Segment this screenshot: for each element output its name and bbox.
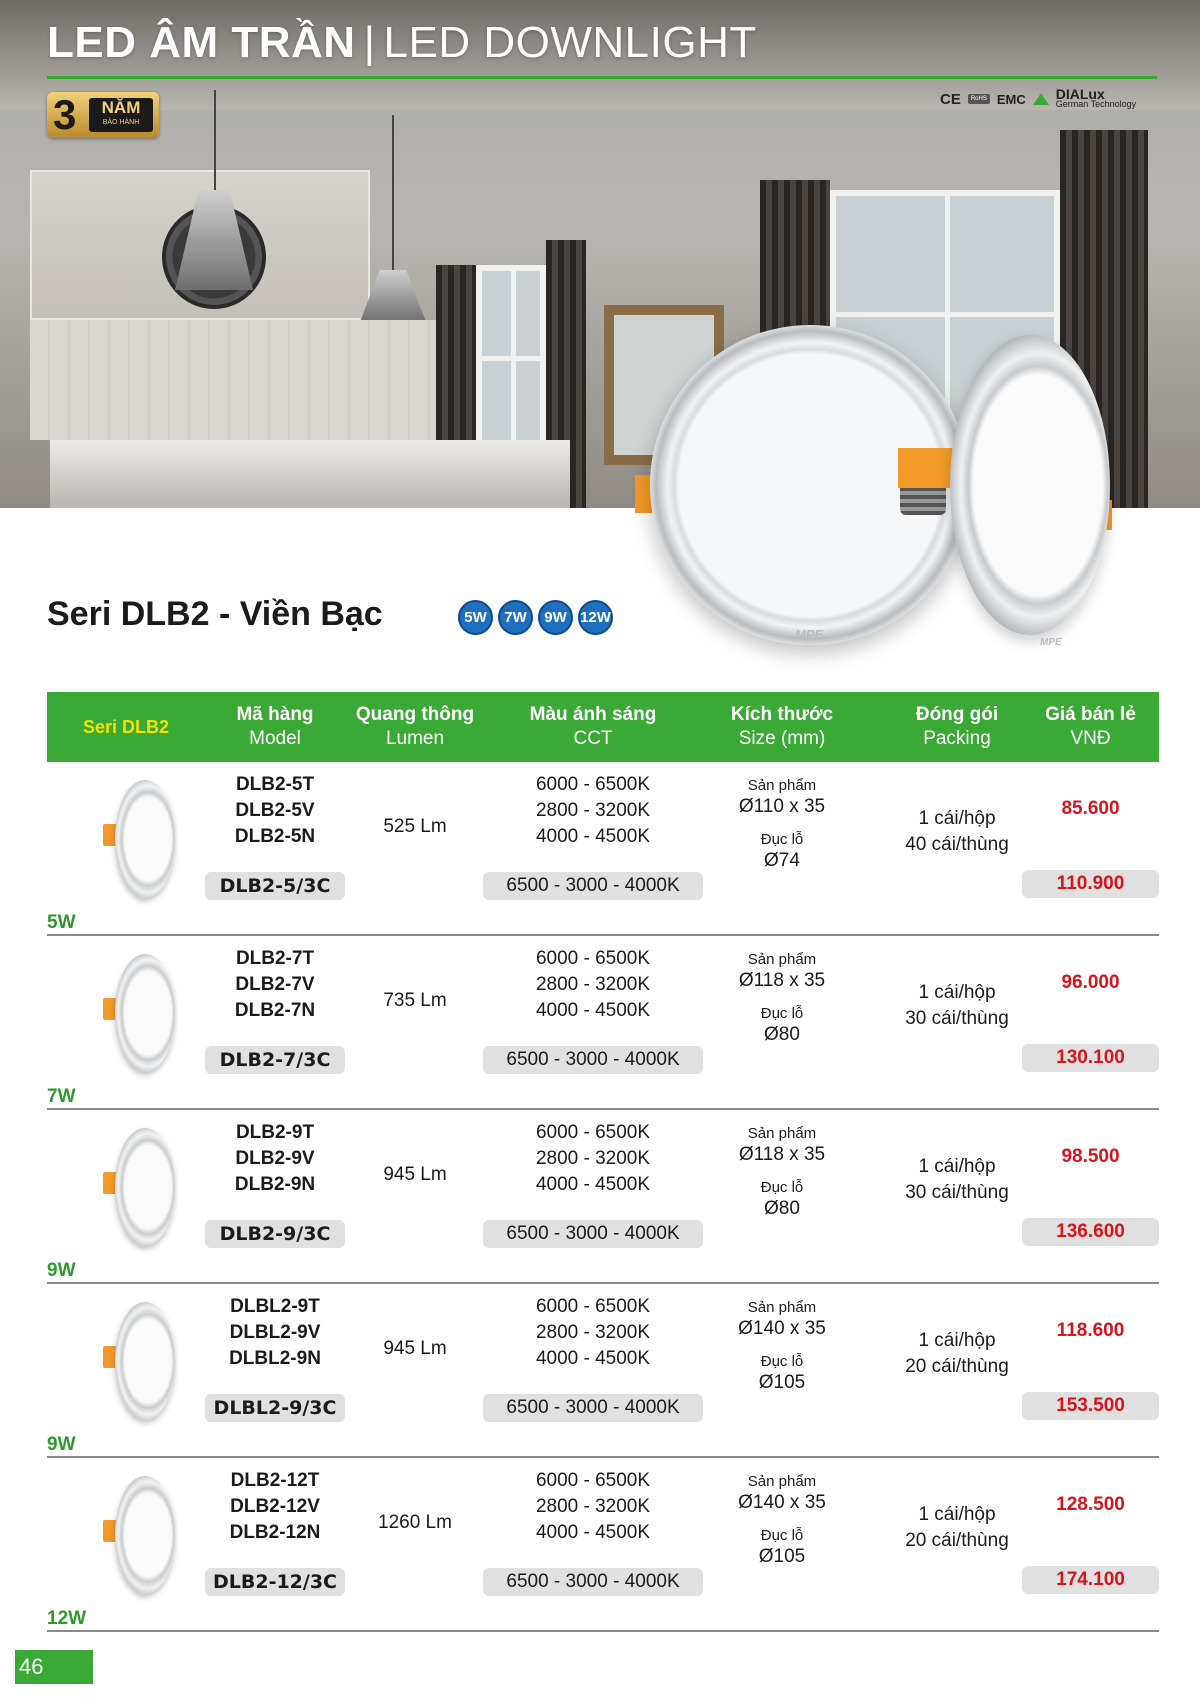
model-code: DLB2-5N (234, 826, 316, 847)
cct-list (483, 1120, 703, 1198)
cct-list (483, 946, 703, 1024)
size-label: Sản phẩm (747, 777, 817, 794)
size-info (712, 950, 852, 1046)
lamp-ring (115, 1128, 175, 1246)
size-info (712, 1124, 852, 1220)
size-info (712, 776, 852, 872)
model-code: DLBL2-9V (229, 1322, 321, 1343)
model-code: DLBL2-9N (229, 1348, 321, 1369)
warranty-tag (89, 98, 153, 132)
header-label: Màu ánh sáng (529, 704, 657, 725)
warranty-word: NĂM (101, 98, 141, 117)
cct-value: 4000 - 4500K (535, 1000, 651, 1021)
cct-value: 2800 - 3200K (535, 800, 651, 821)
packing-info (872, 1154, 1042, 1206)
table-header (47, 692, 1159, 762)
packing-info (872, 1328, 1042, 1380)
cct-value: 4000 - 4500K (535, 826, 651, 847)
dialux-triangle-icon (1033, 93, 1049, 105)
model-code: DLBL2-9T (230, 1296, 320, 1317)
ce-mark-icon: CE (940, 90, 961, 108)
hole-value: Ø80 (764, 1024, 800, 1045)
table-row (47, 762, 1159, 936)
pack-box: 1 cái/hộp (918, 982, 996, 1003)
lumen-value: 525 Lm (383, 816, 447, 837)
hole-label: Đục lỗ (760, 1353, 804, 1370)
hole-label: Đục lỗ (760, 1005, 804, 1022)
packing-info (872, 1502, 1042, 1554)
model-3c: DLBL2-9/3C (205, 1394, 345, 1422)
price-3c: 174.100 (1022, 1566, 1159, 1594)
model-list (205, 1120, 345, 1198)
model-code: DLB2-9N (234, 1174, 316, 1195)
watt-label: 7W (47, 1086, 76, 1107)
price-3c: 110.900 (1022, 870, 1159, 898)
size-value: Ø140 x 35 (738, 1492, 826, 1513)
product-logo: MPE (795, 627, 824, 642)
model-list (205, 946, 345, 1024)
cct-value: 4000 - 4500K (535, 1174, 651, 1195)
header-cct (483, 692, 703, 762)
table-row (47, 1458, 1159, 1632)
rohs-icon: RoHS (968, 94, 990, 104)
header-label: Quang thông (355, 704, 475, 725)
header-sublabel: Model (249, 728, 301, 749)
size-value: Ø140 x 35 (738, 1318, 826, 1339)
model-code: DLB2-12V (230, 1496, 320, 1517)
product-thumbnail (87, 780, 197, 900)
product-logo: MPE (1040, 637, 1062, 648)
watt-badge: 7W (498, 600, 533, 635)
lumen-value: 735 Lm (383, 990, 447, 1011)
watt-badge: 5W (458, 600, 493, 635)
pack-carton: 40 cái/thùng (905, 834, 1009, 855)
watt-label: 9W (47, 1260, 76, 1281)
model-list (205, 1468, 345, 1546)
model-code: DLB2-5T (235, 774, 315, 795)
size-label: Sản phẩm (747, 951, 817, 968)
product-thumbnail (87, 1302, 197, 1422)
lumen-value: 945 Lm (383, 1338, 447, 1359)
header-sublabel: Lumen (385, 728, 445, 749)
model-3c: DLB2-7/3C (205, 1046, 345, 1074)
cct-value: 2800 - 3200K (535, 974, 651, 995)
model-code: DLB2-12T (230, 1470, 320, 1491)
model-code: DLB2-7T (235, 948, 315, 969)
price: 85.600 (1061, 798, 1120, 819)
lamp-clip (898, 448, 954, 488)
model-code: DLB2-7N (234, 1000, 316, 1021)
warranty-badge (47, 92, 159, 138)
cct-value: 4000 - 4500K (535, 1522, 651, 1543)
model-3c: DLB2-12/3C (205, 1568, 345, 1596)
watt-label: 9W (47, 1434, 76, 1455)
series-title: Seri DLB2 - Viền Bạc (47, 595, 383, 633)
wattage-badges (458, 600, 613, 635)
pack-box: 1 cái/hộp (918, 1504, 996, 1525)
pack-carton: 30 cái/thùng (905, 1182, 1009, 1203)
watt-badge: 12W (578, 600, 613, 635)
cct-3c: 6500 - 3000 - 4000K (483, 1568, 703, 1596)
product-thumbnail (87, 1128, 197, 1248)
header-model (205, 692, 345, 762)
model-list (205, 1294, 345, 1372)
row-divider (47, 1630, 1159, 1632)
size-value: Ø118 x 35 (738, 1144, 826, 1165)
dialux-logo (1055, 86, 1137, 109)
pendant-cord (214, 90, 216, 190)
size-info (712, 1298, 852, 1394)
model-code: DLB2-9T (235, 1122, 315, 1143)
downlight-product-side (950, 335, 1110, 648)
model-3c: DLB2-9/3C (205, 1220, 345, 1248)
hole-value: Ø80 (764, 1198, 800, 1219)
size-label: Sản phẩm (747, 1473, 817, 1490)
header-lumen (345, 692, 485, 762)
table-row (47, 1110, 1159, 1284)
header-packing (872, 692, 1042, 762)
watt-badge: 9W (538, 600, 573, 635)
price-3c: 136.600 (1022, 1218, 1159, 1246)
header-series (47, 692, 205, 762)
size-label: Sản phẩm (747, 1125, 817, 1142)
price: 98.500 (1061, 1146, 1120, 1167)
cct-list (483, 1468, 703, 1546)
cct-list (483, 772, 703, 850)
model-code: DLB2-7V (235, 974, 315, 995)
header-label: Giá bán lẻ (1045, 704, 1136, 725)
pack-carton: 30 cái/thùng (905, 1008, 1009, 1029)
hole-value: Ø105 (758, 1372, 806, 1393)
header-price (1022, 692, 1159, 762)
cct-value: 6000 - 6500K (535, 1296, 651, 1317)
price: 96.000 (1061, 972, 1120, 993)
cct-3c: 6500 - 3000 - 4000K (483, 1394, 703, 1422)
warranty-sub: BẢO HÀNH (102, 119, 140, 126)
dialux-sub: German Technology (1055, 99, 1137, 109)
table-row (47, 1284, 1159, 1458)
model-code: DLB2-5V (235, 800, 315, 821)
pack-carton: 20 cái/thùng (905, 1530, 1009, 1551)
cct-value: 6000 - 6500K (535, 948, 651, 969)
cct-value: 2800 - 3200K (535, 1148, 651, 1169)
pack-carton: 20 cái/thùng (905, 1356, 1009, 1377)
hole-value: Ø105 (758, 1546, 806, 1567)
lamp-ring (115, 954, 175, 1072)
packing-info (872, 806, 1042, 858)
price: 128.500 (1056, 1494, 1125, 1515)
product-thumbnail (87, 1476, 197, 1596)
model-3c: DLB2-5/3C (205, 872, 345, 900)
size-value: Ø118 x 35 (738, 970, 826, 991)
cct-value: 6000 - 6500K (535, 774, 651, 795)
lamp-ring (115, 780, 175, 898)
pack-box: 1 cái/hộp (918, 808, 996, 829)
hole-label: Đục lỗ (760, 1179, 804, 1196)
cct-3c: 6500 - 3000 - 4000K (483, 872, 703, 900)
cct-value: 6000 - 6500K (535, 1470, 651, 1491)
kitchen-counter (50, 440, 570, 508)
model-code: DLB2-9V (235, 1148, 315, 1169)
page-number: 46 (15, 1650, 93, 1684)
hole-label: Đục lỗ (760, 831, 804, 848)
header-sublabel: Packing (923, 728, 991, 749)
cct-value: 6000 - 6500K (535, 1122, 651, 1143)
warranty-years: 3 (53, 91, 77, 138)
watt-label: 5W (47, 912, 76, 933)
header-label: Kích thước (730, 704, 834, 725)
page-title-vn: LED ÂM TRẦN (47, 18, 356, 67)
lamp-ring (115, 1302, 175, 1420)
packing-info (872, 980, 1042, 1032)
cct-value: 2800 - 3200K (535, 1322, 651, 1343)
lumen-value: 1260 Lm (378, 1512, 452, 1533)
cct-value: 2800 - 3200K (535, 1496, 651, 1517)
cct-3c: 6500 - 3000 - 4000K (483, 1046, 703, 1074)
title-rule (47, 76, 1157, 79)
dialux-name: DIALux (1055, 86, 1105, 102)
watt-label: 12W (47, 1608, 87, 1629)
page-title-en: LED DOWNLIGHT (383, 18, 757, 67)
model-list (205, 772, 345, 850)
emc-mark-icon: EMC (996, 91, 1026, 107)
header-sublabel: Size (mm) (738, 728, 826, 749)
model-code: DLB2-12N (229, 1522, 321, 1543)
title-separator: | (363, 18, 376, 67)
cct-value: 4000 - 4500K (535, 1348, 651, 1369)
header-sublabel: VNĐ (1070, 728, 1111, 749)
header-size (712, 692, 852, 762)
price: 118.600 (1056, 1320, 1125, 1341)
cct-list (483, 1294, 703, 1372)
size-value: Ø110 x 35 (738, 796, 826, 817)
size-label: Sản phẩm (747, 1299, 817, 1316)
window (476, 265, 546, 465)
hole-label: Đục lỗ (760, 1527, 804, 1544)
header-label: Seri DLB2 (82, 717, 170, 737)
pendant-cord (392, 115, 394, 275)
certification-logos (940, 86, 1136, 112)
pack-box: 1 cái/hộp (918, 1330, 996, 1351)
price-3c: 153.500 (1022, 1392, 1159, 1420)
price-3c: 130.100 (1022, 1044, 1159, 1072)
lamp-ring (115, 1476, 175, 1594)
header-sublabel: CCT (573, 728, 613, 749)
product-thumbnail (87, 954, 197, 1074)
backsplash (30, 320, 460, 440)
pack-box: 1 cái/hộp (918, 1156, 996, 1177)
header-label: Đóng gói (915, 704, 999, 725)
cct-3c: 6500 - 3000 - 4000K (483, 1220, 703, 1248)
header-label: Mã hàng (236, 704, 314, 725)
size-info (712, 1472, 852, 1568)
table-row (47, 936, 1159, 1110)
page-title (47, 18, 757, 68)
lumen-value: 945 Lm (383, 1164, 447, 1185)
hole-value: Ø74 (764, 850, 800, 871)
